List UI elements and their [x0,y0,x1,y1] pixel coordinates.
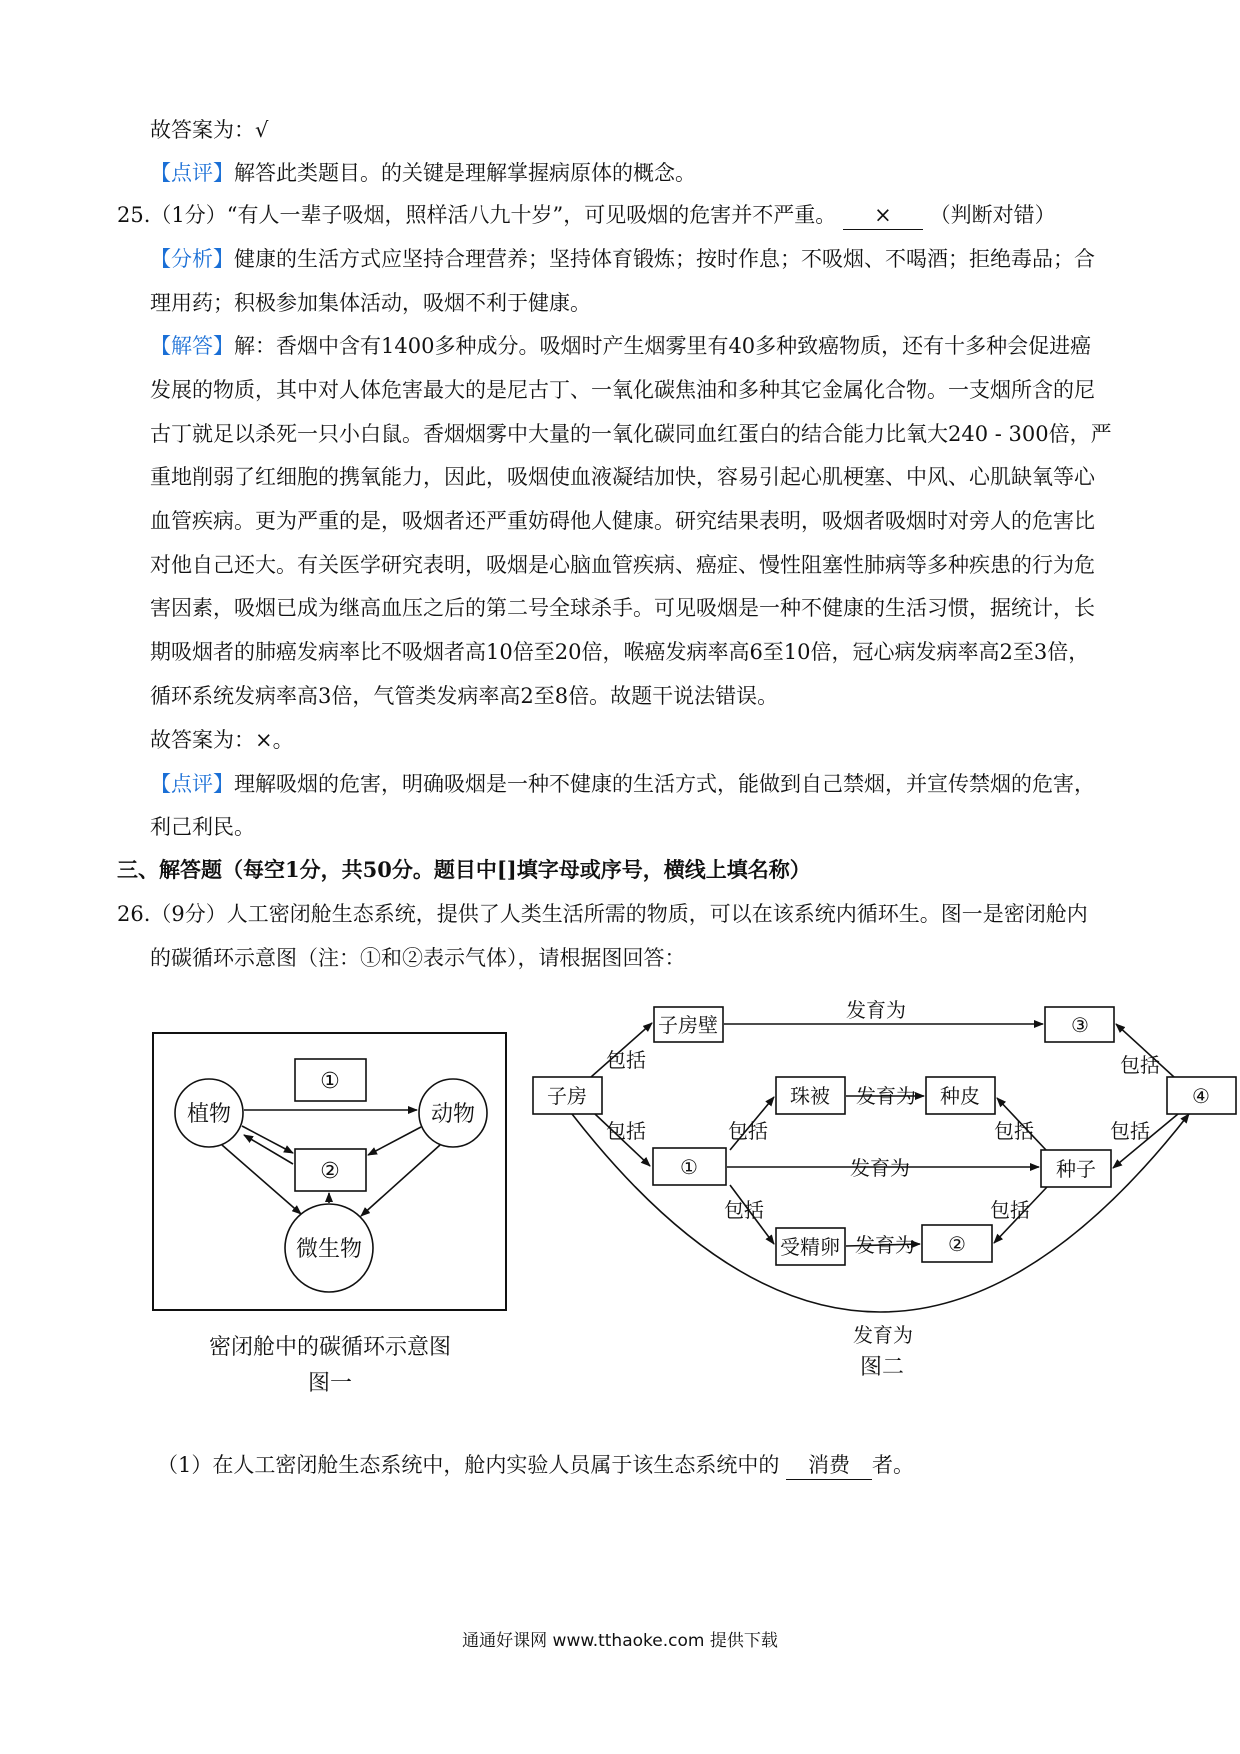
q25-solution-4: 重地削弱了红细胞的携氧能力，因此，吸烟使血液凝结加快，容易引起心肌梗塞、中风、心肌缺氧等心 [150,465,1095,489]
microbe-label: 微生物 [295,1237,363,1262]
q25-comment-1: 【点评】理解吸烟的危害，明确吸烟是一种不健康的生活方式，能做到自己禁烟，并宣传禁烟的危害， [150,772,1095,796]
includes-label: 包括 [1110,1119,1150,1143]
q25-solution-6: 对他自己还大。有关医学研究表明，吸烟是心脑血管疾病、癌症、慢性阻塞性肺病等多种疾患的行为危 [150,553,1095,577]
q24-comment: 【点评】解答此类题目。的关键是理解掌握病原体的概念。 [150,161,696,185]
animal-label: 动物 [430,1102,476,1127]
arrow-animal-microbe [361,1145,440,1216]
arrow-plant-microbe [222,1145,301,1214]
develops-label: 发育为 [853,1323,913,1347]
q25-comment-2: 利己利民。 [150,815,255,839]
analysis-tag: 【分析】 [150,247,234,271]
box4-label: ④ [1192,1084,1210,1108]
seed-coat-label: 种皮 [940,1084,980,1108]
box3-label: ③ [1071,1013,1089,1037]
figure2-number: 图二 [859,1355,905,1380]
figures [0,990,1240,1420]
q25-solution-1: 【解答】解：香烟中含有1400多种成分。吸烟时产生烟雾里有40多种致癌物质，还有十多种会促进癌 [150,334,1092,358]
plant-label: 植物 [186,1102,232,1127]
q25-analysis-2: 理用药；积极参加集体活动，吸烟不利于健康。 [150,291,591,315]
comment-tag: 【点评】 [150,161,234,185]
q25-analysis-1: 【分析】健康的生活方式应坚持合理营养；坚持体育锻炼；按时作息；不吸烟、不喝酒；拒绝毒品；合 [150,247,1095,271]
develops-label: 发育为 [850,1156,910,1180]
figure1-caption: 密闭舱中的碳循环示意图 [208,1335,452,1360]
q25-solution-5: 血管疾病。更为严重的是，吸烟者还严重妨碍他人健康。研究结果表明，吸烟者吸烟时对旁人的危害比 [150,509,1095,533]
seed-label: 种子 [1056,1157,1096,1181]
ovary-wall-label: 子房壁 [658,1013,718,1037]
integument-label: 珠被 [790,1084,830,1108]
develops-label: 发育为 [846,998,906,1022]
q25-solution-3: 古丁就足以杀死一只小白鼠。香烟烟雾中大量的一氧化碳同血红蛋白的结合能力比氧大240 - 300倍，严 [150,422,1112,446]
develops-label: 发育为 [856,1084,916,1108]
q25-answer-blank: × [843,201,923,230]
solution-tag: 【解答】 [150,334,234,358]
q25-solution-2: 发展的物质，其中对人体危害最大的是尼古丁、一氧化碳焦油和多种其它金属化合物。一支烟所含的尼 [150,378,1095,402]
includes-label: 包括 [1120,1053,1160,1077]
comment-tag: 【点评】 [150,772,234,796]
q26-stem-2: 的碳循环示意图（注：①和②表示气体），请根据图回答： [150,946,686,970]
ovary-label: 子房 [547,1084,587,1108]
q25-stem: 25.（1分）“有人一辈子吸烟，照样活八九十岁”，可见吸烟的危害并不严重。 × （判断对错） [117,201,1056,230]
includes-label: 包括 [724,1198,764,1222]
q26-sub1-blank: 消费 [786,1451,872,1480]
q26-stem-1: 26.（9分）人工密闭舱生态系统，提供了人类生活所需的物质，可以在该系统内循环生。图一是密闭舱内 [117,902,1088,926]
q25-solution-8: 期吸烟者的肺癌发病率比不吸烟者高10倍至20倍，喉癌发病率高6至10倍，冠心病发病率高2至3倍， [150,640,1090,664]
includes-label: 包括 [606,1119,646,1143]
includes-label: 包括 [728,1119,768,1143]
includes-label: 包括 [990,1198,1030,1222]
arrow-ovary-fruit [572,1114,1189,1312]
arrow-animal-gas2 [368,1127,421,1155]
q26-sub1: （1）在人工密闭舱生态系统中，舱内实验人员属于该生态系统中的 消费 者。 [157,1451,914,1480]
section-heading: 三、解答题（每空1分，共50分。题目中[]填字母或序号，横线上填名称） [117,857,811,882]
q25-solution-7: 害因素，吸烟已成为继高血压之后的第二号全球杀手。可见吸烟是一种不健康的生活习惯，据统计，长 [150,596,1095,620]
fertilized-egg-label: 受精卵 [780,1235,840,1259]
page-footer: 通通好课网 www.tthaoke.com 提供下载 [462,1631,778,1651]
gas1-label: ① [320,1069,340,1094]
figure1-number: 图一 [307,1371,353,1396]
box2-label: ② [948,1232,966,1256]
q25-solution-9: 循环系统发病率高3倍，气管类发病率高2至8倍。故题干说法错误。 [150,684,779,708]
box1-label: ① [680,1155,698,1179]
includes-label: 包括 [606,1048,646,1072]
q24-answer-line: 故答案为：√ [150,118,269,142]
gas2-label: ② [320,1159,340,1184]
q25-answer-line: 故答案为：×。 [150,728,294,752]
includes-label: 包括 [994,1119,1034,1143]
develops-label: 发育为 [855,1233,915,1257]
